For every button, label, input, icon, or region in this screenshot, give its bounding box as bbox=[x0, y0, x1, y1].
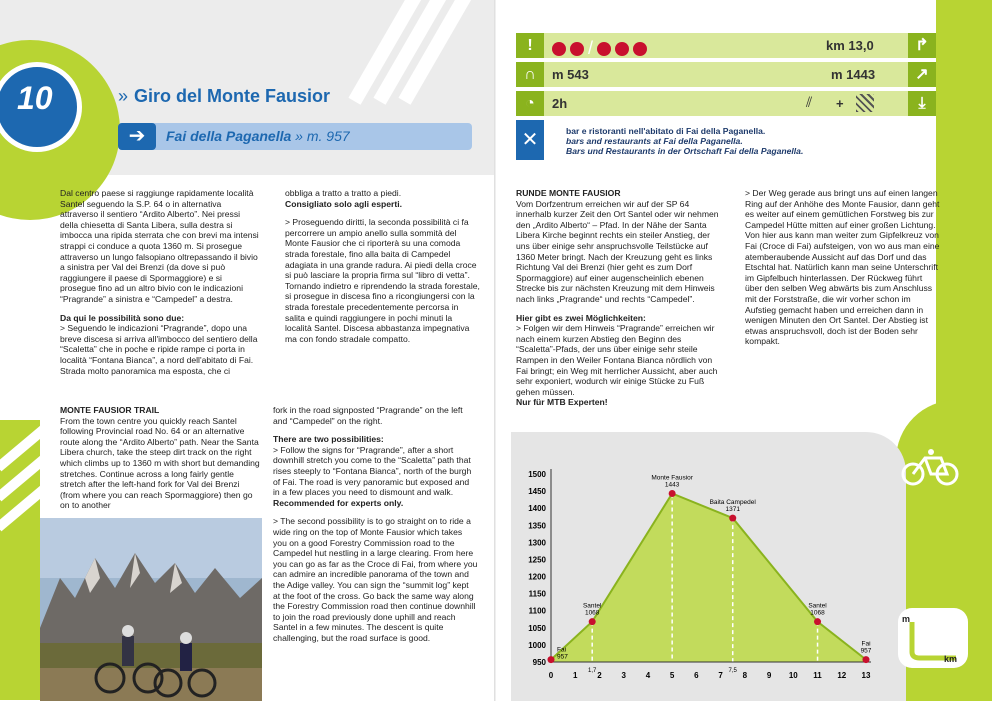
route-turn-icon: ↱ bbox=[908, 33, 936, 58]
paragraph: > Der Weg gerade aus bringt uns auf einen langen Ring auf der Anhöhe des Monte Fausior, dann geht es weiter auf einem gemütlichen Forstweg bis zur Campedel Hütte mitten auf einer großen Lichtung. Von hier aus kann man weiter zum Gipfelkreuz von Fai (Croce di Fai) aufsteigen, von wo aus man eine atemberaubende Aussicht auf das Dorf und das Etschtal hat. Natürlich kann man seine Unterschrift im Gipfelbuch hinterlassen. Der Rückweg führt über den selben Weg abwärts bis zum Anschluss mit der Forststraße, die wir vorher schon im Aufstieg gemacht haben und erreichen dann in wenigen Minuten den Ort Santel. Der Abstieg ist etwas anspruchsvoll, doch ist der Boden sehr kompakt. bbox=[745, 188, 940, 347]
x-tick-label: 9 bbox=[766, 671, 772, 680]
restaurant-line-en: bars and restaurants at Fai della Paganella. bbox=[566, 136, 743, 146]
x-tick-label: 4 bbox=[645, 671, 651, 680]
y-tick-label: 1000 bbox=[528, 640, 546, 650]
point-altitude-label: 957 bbox=[860, 647, 872, 655]
time-value: 2h bbox=[552, 96, 568, 111]
profile-marker bbox=[814, 618, 821, 625]
point-name-label: Fai bbox=[861, 640, 871, 648]
x-tick-label: 8 bbox=[742, 671, 748, 680]
profile-marker bbox=[669, 490, 676, 497]
time-row bbox=[516, 91, 936, 116]
difficulty-dot bbox=[597, 42, 611, 56]
point-name-label: Santel bbox=[582, 602, 602, 610]
paragraph: fork in the road signposted “Pragrande” on the left and “Campedel” on the right. bbox=[273, 405, 463, 426]
point-name-label: Fai bbox=[557, 646, 567, 654]
difficulty-dot bbox=[570, 42, 584, 56]
paragraph: > Follow the signs for “Pragrande”, after a short downhill stretch you come to the “Scaletta” path that rises steeply to “Fontana Bianca”, north of the burgh of Fai. The road is very panoramic but exposed and in a few places you need to dismount and walk. bbox=[273, 444, 472, 498]
restaurant-icon: ✕ bbox=[516, 120, 544, 160]
point-altitude-label: 1068 bbox=[810, 609, 825, 617]
profile-marker bbox=[589, 618, 596, 625]
restaurant-line-it: bar e ristoranti nell'abitato di Fai della Paganella. bbox=[566, 126, 766, 136]
y-tick-label: 1500 bbox=[528, 470, 546, 479]
x-extra-tick-label: 7,5 bbox=[728, 668, 737, 674]
paragraph: > Folgen wir dem Hinweis “Pragrande” erreichen wir nach einem kurzen Abstieg den Beginn des “Scaletta”-Pfads, der uns über einige sehr steile Rampen in den Weiler Fontana Bianca nördlich von Fai bringt; ein Weg mit herrlicher Aussicht, aber auch sehr exponiert, wodurch wir einige Stücke zu Fuß gehen müssen. bbox=[516, 323, 718, 397]
point-altitude-label: 1068 bbox=[584, 609, 600, 617]
paragraph: obbliga a tratto a tratto a piedi. bbox=[285, 188, 402, 198]
point-altitude-label: 957 bbox=[557, 653, 568, 661]
location-name: Fai della Paganella bbox=[166, 128, 292, 144]
max-altitude-value: m 1443 bbox=[831, 67, 876, 82]
surface-plus: + bbox=[836, 96, 844, 111]
text-col-de-2 bbox=[745, 188, 940, 355]
arrow-right-icon: ➔ bbox=[118, 123, 156, 150]
point-name-label: Monte Fausior bbox=[651, 474, 693, 482]
x-tick-label: 12 bbox=[837, 671, 847, 680]
warning-icon: ! bbox=[516, 33, 544, 58]
y-tick-label: 1200 bbox=[528, 572, 546, 582]
restaurant-line-de: Bars und Restaurants in der Ortschaft Fai della Paganella. bbox=[566, 146, 804, 156]
x-tick-label: 0 bbox=[548, 671, 554, 680]
download-icon: ⤓ bbox=[908, 91, 936, 116]
difficulty-row bbox=[516, 33, 936, 58]
profile-area bbox=[551, 493, 866, 662]
emphasis: Nur für MTB Experten! bbox=[516, 397, 608, 408]
altitude-arrow-icon: ↗ bbox=[908, 62, 936, 87]
y-tick-label: 1350 bbox=[528, 521, 546, 531]
paragraph: > Proseguendo diritti, la seconda possibilità ci fa percorrere un ampio anello sulla sommità del Monte Fausior che ci riporterà su una comoda strada forestale, fino alla baita di Campedel adagiata in una grande radura. Ai piedi della croce si può lasciare la propria firma sul “libro di vetta”. Tornando indietro e riprendendo la strada forestale, si prosegue in discesa fino a ricongiungersi con la strada forestale precedentemente percorsa in salita e quindi raggiungere in pochi minuti la località Santel. Discesa abbastanza impegnativa ma con fondo stradale compatto. bbox=[285, 217, 480, 344]
elevation-profile-chart bbox=[511, 432, 906, 701]
text-col-en-1 bbox=[60, 405, 260, 519]
y-tick-label: 1400 bbox=[528, 504, 546, 514]
route-title-text: Giro del Monte Fausior bbox=[134, 86, 331, 106]
right-page bbox=[496, 0, 992, 701]
x-tick-label: 11 bbox=[813, 671, 822, 680]
route-title bbox=[118, 86, 330, 107]
subheading: RUNDE MONTE FAUSIOR bbox=[516, 188, 621, 198]
elevation-gain-value: m 543 bbox=[552, 67, 589, 82]
difficulty-dot bbox=[633, 42, 647, 56]
profile-marker bbox=[729, 515, 736, 522]
x-tick-label: 10 bbox=[788, 671, 798, 680]
difficulty-dot bbox=[552, 42, 566, 56]
surface-gravel-icon bbox=[856, 94, 874, 112]
paragraph: Dal centro paese si raggiunge rapidamente località Santel seguendo la S.P. 64 o in alternativa attraverso il sentiero “Ardito Alberto”. Nei pressi della chiesetta di Santa Libera, sulla destra si imbocca una ripida sterrata che con brevi ma intensi strappi ci conduce a quota 1360 m. Si prosegue attraverso un lungo falsopiano oltrepassando il bivio a sinistra per Val dei Brenzi (da dove si può raggiungere il paese di Spormaggiore) e si prosegue fino ad un altro bivio con le indicazioni “Pragrande” a sinistra e “Campedel” a destra. bbox=[60, 188, 259, 304]
location-label bbox=[166, 128, 350, 144]
x-tick-label: 1 bbox=[573, 671, 578, 680]
difficulty-dots bbox=[552, 38, 651, 59]
elevation-row bbox=[516, 62, 936, 87]
y-tick-label: 1150 bbox=[528, 589, 546, 599]
subheading: Da qui le possibilità sono due: bbox=[60, 312, 185, 323]
profile-marker bbox=[548, 656, 555, 663]
x-tick-label: 5 bbox=[669, 671, 675, 680]
text-col-en-2 bbox=[273, 405, 478, 651]
route-info-panel bbox=[516, 33, 936, 115]
point-altitude-label: 1371 bbox=[725, 506, 740, 514]
emphasis: Consigliato solo agli esperti. bbox=[285, 198, 402, 209]
subheading: There are two possibilities: bbox=[273, 434, 384, 445]
legend-km-label: km bbox=[944, 654, 958, 664]
y-tick-label: 1050 bbox=[528, 623, 546, 633]
surface-road-icon: ⫽ bbox=[806, 94, 813, 110]
point-altitude-label: 1443 bbox=[664, 481, 680, 489]
profile-legend-box bbox=[898, 608, 968, 668]
distance-value: km 13,0 bbox=[826, 38, 874, 53]
point-name-label: Baita Campedel bbox=[709, 499, 756, 507]
text-col-it-1 bbox=[60, 188, 260, 384]
y-tick-label: 950 bbox=[532, 658, 546, 667]
elevation-gain-icon: ∩ bbox=[516, 62, 544, 87]
difficulty-slash: / bbox=[588, 38, 594, 58]
x-tick-label: 2 bbox=[597, 671, 602, 680]
paragraph: > Seguendo le indicazioni “Pragrande”, dopo una breve discesa si arriva all'imbocco del sentiero della “Scaletta” che in poche e ripide rampe ci porta in località “Fontana Bianca”, a nord dell'abitato di Fai. Strada molto panoramica ma esposta, che ci bbox=[60, 323, 258, 376]
restaurant-info bbox=[566, 126, 803, 156]
profile-marker bbox=[863, 656, 870, 663]
y-tick-label: 1450 bbox=[528, 487, 546, 497]
x-tick-label: 3 bbox=[621, 671, 626, 680]
subheading: MONTE FAUSIOR TRAIL bbox=[60, 405, 160, 415]
elevation-chart-panel bbox=[511, 432, 906, 701]
x-tick-label: 7 bbox=[718, 671, 723, 680]
x-extra-tick-label: 1,7 bbox=[588, 668, 597, 674]
photo-cyclists-mountains bbox=[40, 518, 262, 701]
text-col-de-1 bbox=[516, 188, 721, 416]
y-tick-label: 1300 bbox=[528, 538, 546, 548]
title-chevron: » bbox=[118, 86, 129, 106]
y-tick-label: 1250 bbox=[528, 555, 546, 565]
clock-icon: ◔ bbox=[516, 91, 544, 116]
legend-m-label: m bbox=[902, 614, 911, 624]
page-number: 10 bbox=[17, 80, 53, 116]
subheading: Hier gibt es zwei Möglichkeiten: bbox=[516, 312, 646, 323]
text-col-it-2 bbox=[285, 188, 480, 352]
paragraph: Vom Dorfzentrum erreichen wir auf der SP 64 innerhalb kurzer Zeit den Ort Santel oder wir nehmen den „Ardito Alberto“ – Pfad. In der Nähe der Santa Libera Kirche beginnt rechts ein steiler Anstieg, der uns über einige sehr anspruchsvolle Teilstücke auf 1360 Meter bringt. Nach der Kreuzung geht es links Richtung Val dei Brenzi (hier geht es zum Dorf Spormaggiore) auf einer augenscheinlich ebenen Strecke bis zur nächsten Kreuzung mit dem Hinweis nach links „Pragrande“ und rechts “Campedel”. bbox=[516, 198, 719, 304]
x-tick-label: 6 bbox=[694, 671, 699, 680]
y-tick-label: 1100 bbox=[528, 606, 546, 616]
emphasis: Recommended for experts only. bbox=[273, 497, 404, 508]
point-name-label: Santel bbox=[808, 602, 827, 610]
location-altitude: » m. 957 bbox=[291, 128, 350, 144]
x-tick-label: 13 bbox=[861, 671, 871, 680]
difficulty-dot bbox=[615, 42, 629, 56]
bicycle-icon bbox=[901, 448, 961, 493]
paragraph: > The second possibility is to go straight on to ride a wide ring on the top of Monte Fausior which takes you on a good Forestry Commission road to the Campedel hut nestling in a large clearing. From here you can go as far as the Croce di Fai, from where you can admire an incredible panorama of the town and the Adige valley. You can sign the “summit log” kept at the foot of the cross. Go back the same way along the Forestry Commission road then continue downhill to join the road previously done uphill and reach Santel in a few minutes. The descent is quite challenging, but the road surface is good. bbox=[273, 516, 478, 643]
paragraph: From the town centre you quickly reach Santel following Provincial road No. 64 or an alternative route along the “Ardito Alberto” path. Near the Santa Libera church, take the steep dirt track on the right which climbs up to 1360 m with short but demanding stretches. Continue across a long fairly gentle stretch after the left-hand fork for Val dei Brenzi (from where you can reach Spormaggiore) then go on to another bbox=[60, 415, 260, 511]
